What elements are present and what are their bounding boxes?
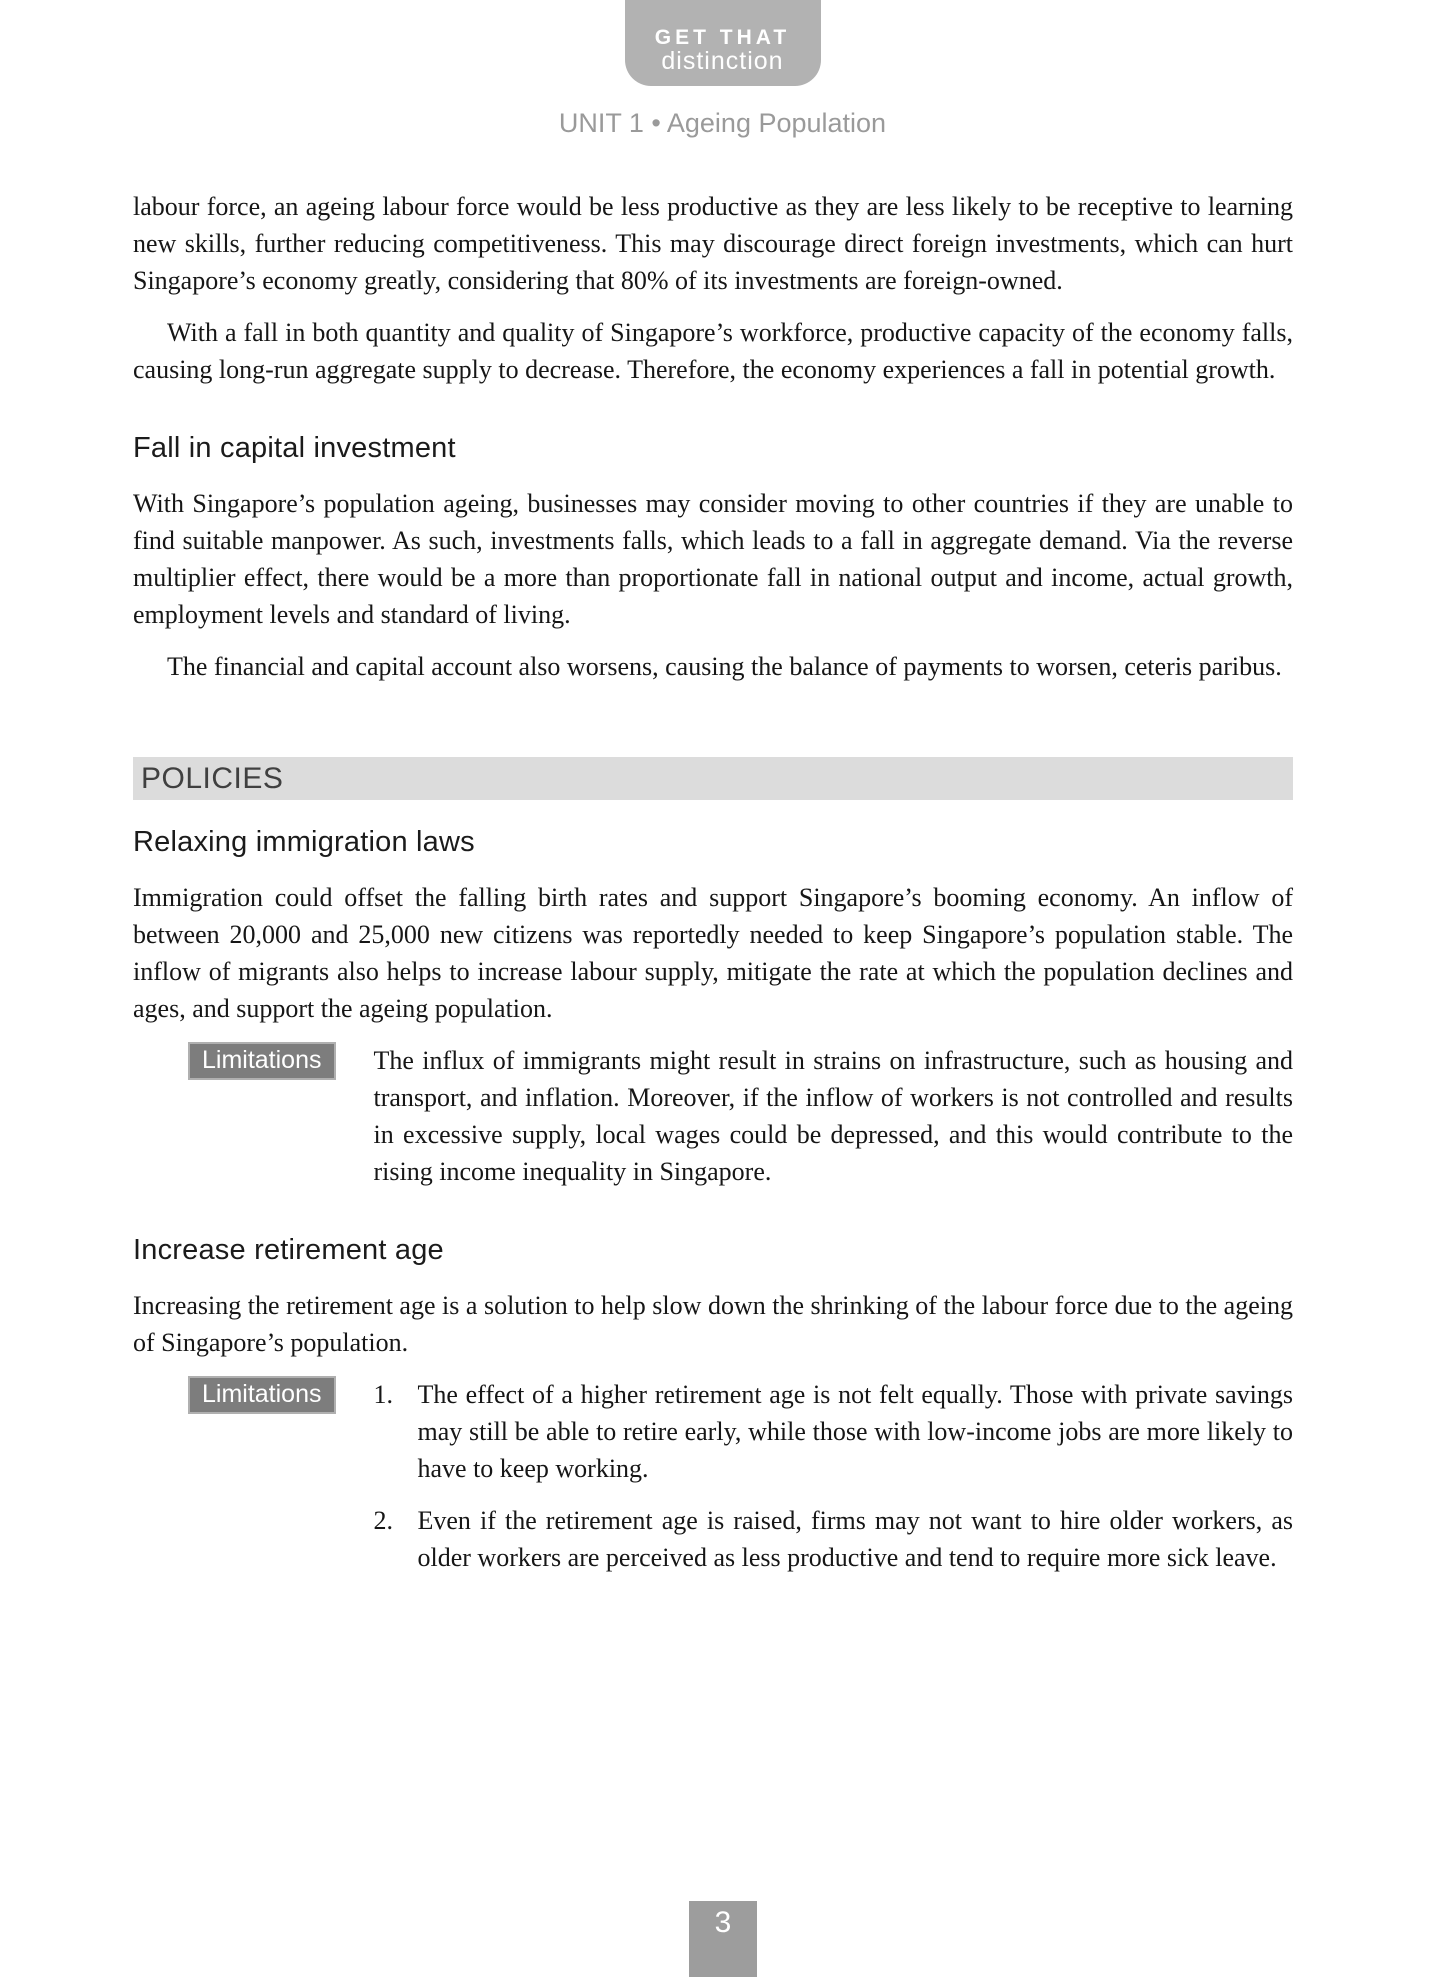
main-text-column <box>133 188 1293 1609</box>
heading-increase-retirement-age: Increase retirement age <box>133 1234 444 1266</box>
limitations-badge: Limitations <box>188 1376 336 1414</box>
item-number: 1. <box>373 1380 393 1409</box>
paragraph: With a fall in both quantity and quality of Singapore’s workforce, productive capacity of the economy falls, causing long-run aggregate supply to decrease. Therefore, the economy experiences a fall in potential growth. <box>133 318 1293 384</box>
page-number-box <box>689 1901 757 1977</box>
item-number: 2. <box>373 1506 393 1535</box>
badge-line1: GET THAT <box>654 26 791 49</box>
limitation-item <box>374 1376 1294 1487</box>
limitations-block-immigration <box>133 1042 1293 1190</box>
paragraph: Immigration could offset the falling birth rates and support Singapore’s booming economy. An inflow of between 20,000 and 25,000 new citizens was reportedly needed to keep Singapore’s population stable. The inflow of migrants also helps to increase labour supply, mitigate the rate at which the population declines and ages, and support the ageing population. <box>133 883 1293 1023</box>
limitations-block-retirement <box>133 1376 1293 1591</box>
paragraph: With Singapore’s population ageing, businesses may consider moving to other countries if they are unable to find suitable manpower. As such, investments falls, which leads to a fall in aggregate demand. Via the reverse multiplier effect, there would be a more than proportionate fall in national output and income, actual growth, employment levels and standard of living. <box>133 489 1293 629</box>
limitations-list <box>374 1376 1294 1591</box>
paragraph: Increasing the retirement age is a solution to help slow down the shrinking of the labour force due to the ageing of Singapore’s population. <box>133 1291 1293 1357</box>
heading-relaxing-immigration-laws: Relaxing immigration laws <box>133 826 475 858</box>
paragraph: labour force, an ageing labour force would be less productive as they are less likely to be receptive to learning new skills, further reducing competitiveness. This may discourage direct foreign investments, which can hurt Singapore’s economy greatly, considering that 80% of its investments are foreign-owned. <box>133 192 1293 295</box>
limitations-badge: Limitations <box>188 1042 336 1080</box>
limitations-text-block <box>374 1042 1294 1190</box>
get-that-distinction-badge <box>625 0 821 86</box>
item-text: Even if the retirement age is raised, firms may not want to hire older workers, as older workers are perceived as less productive and tend to require more sick leave. <box>417 1506 1293 1572</box>
item-text: The effect of a higher retirement age is not felt equally. Those with private savings may still be able to retire early, while those with low-income jobs are more likely to have to keep working. <box>417 1380 1293 1483</box>
page-number: 3 <box>714 1906 732 1939</box>
section-header-policies: POLICIES <box>133 757 1293 800</box>
limitation-item <box>374 1502 1294 1576</box>
unit-running-head: UNIT 1 • Ageing Population <box>558 108 887 138</box>
heading-fall-in-capital-investment: Fall in capital investment <box>133 432 456 464</box>
paragraph: The financial and capital account also worsens, causing the balance of payments to worsen, ceteris paribus. <box>167 652 1282 681</box>
badge-line2: distinction <box>661 47 784 75</box>
limitations-paragraph: The influx of immigrants might result in strains on infrastructure, such as housing and transport, and inflation. Moreover, if the inflow of workers is not controlled and results in excessive supply, local wages could be depressed, and this would contribute to the rising income inequality in Singapore. <box>373 1046 1293 1186</box>
